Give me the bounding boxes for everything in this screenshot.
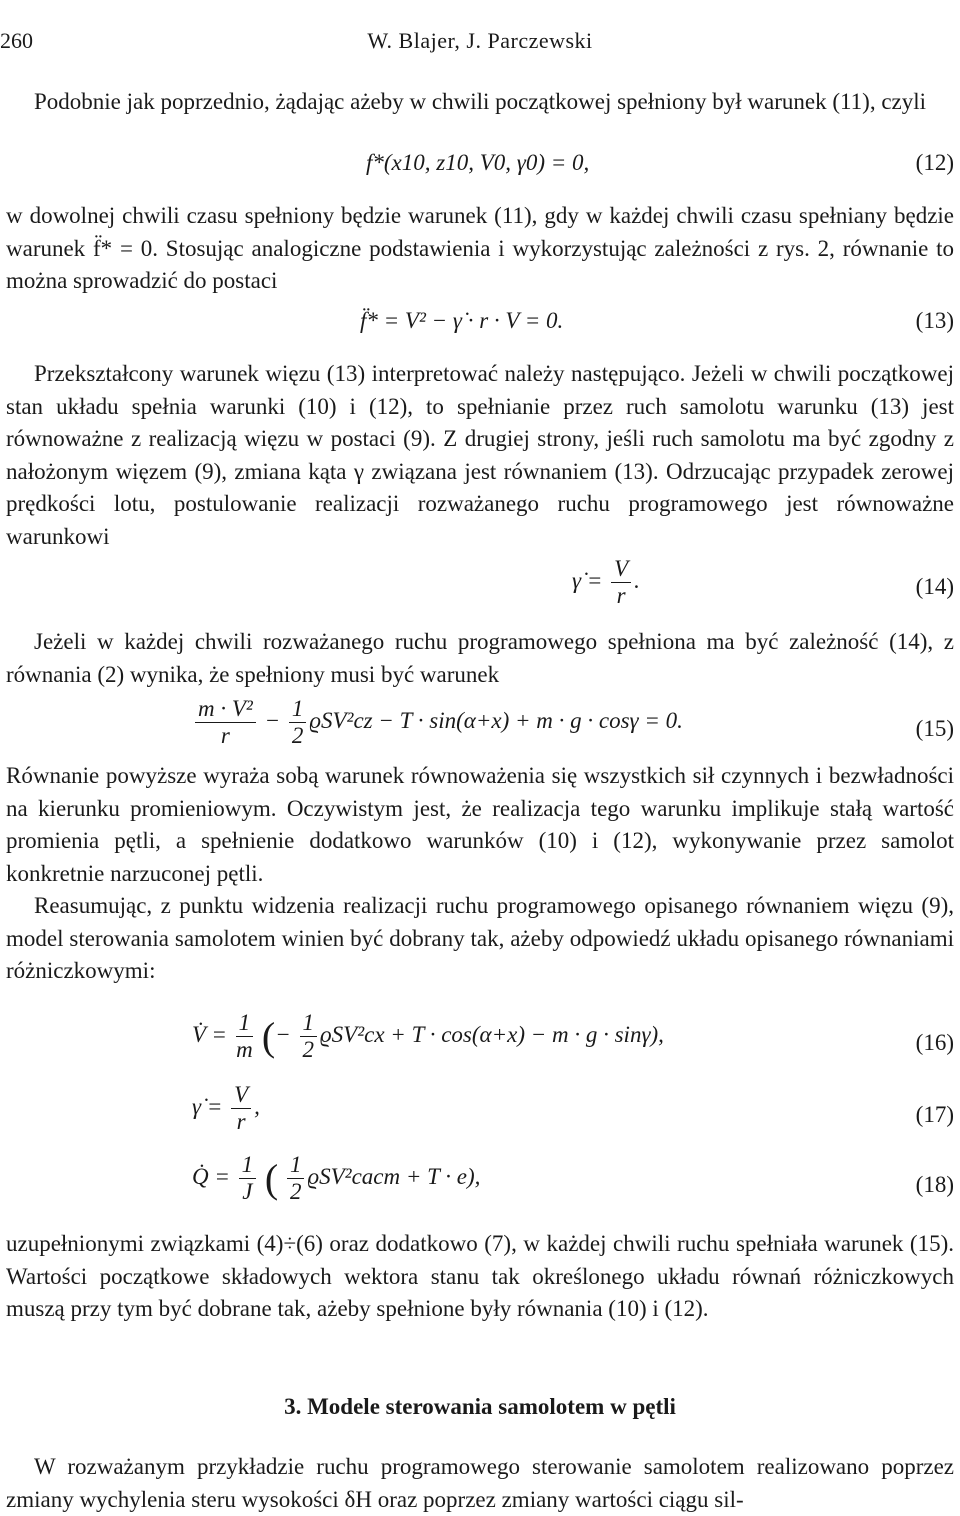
equation-16-half-numerator: 1 xyxy=(300,1010,318,1037)
equation-14-denominator: r xyxy=(616,583,626,608)
equation-15-fraction-half xyxy=(289,696,307,749)
paragraph-1 xyxy=(6,86,954,119)
equation-18-inner: ϱSV²cacm + T · e), xyxy=(307,1163,481,1189)
equation-14-lhs: γ̇ = xyxy=(572,567,603,593)
equation-17-lhs: γ̇ = xyxy=(192,1093,223,1119)
paragraph-3-text: Przekształcony warunek więzu (13) interpretować należy następująco. Jeżeli w chwili początkowej stan układu spełnia warunki (10) i (12), to spełnianie przez ruch samolotu warunku (13) jest równoważne z realizacją więzu w postaci (9). Z drugiej strony, jeśli ruch samolotu ma być zgodny z nałożonym więzem (9), zmiana kąta γ związana jest równaniem (13). Odrzucając przypadek zerowej prędkości lotu, postulowanie realizacji rozważanego ruchu programowego jest równoważne warunkowi xyxy=(6,361,954,549)
equation-15-numerator: m · V² xyxy=(195,696,256,723)
equation-14-fraction xyxy=(611,556,631,609)
equation-18-lhs: Q̇ = xyxy=(192,1163,230,1189)
paragraph-1-text: Podobnie jak poprzednio, żądając ażeby w chwili początkowej spełniony był warunek (11), czyli xyxy=(34,89,927,114)
equation-16-fraction xyxy=(236,1010,254,1063)
equation-14-numerator: V xyxy=(611,556,631,583)
paragraph-4-text: Jeżeli w każdej chwili rozważanego ruchu programowego spełniona ma być zależność (14), z równania (2) wynika, że spełniony musi być warunek xyxy=(6,629,954,687)
paragraph-7-text: uzupełnionymi związkami (4)÷(6) oraz dodatkowo (7), w każdej chwili ruchu spełniała warunek (15). Wartości początkowe składowych wektora stanu tak określonego układu równań różniczkowych muszą przy tym być dobrane tak, ażeby spełnione były równania (10) i (12). xyxy=(6,1231,954,1322)
paragraph-8-text: W rozważanym przykładzie ruchu programowego sterowanie samolotem realizowano poprzez zmiany wychylenia steru wysokości δH oraz poprzez zmiany wartości ciągu sil- xyxy=(6,1454,954,1512)
equation-18-half-denominator: 2 xyxy=(289,1179,302,1204)
equation-17-number: (17) xyxy=(915,1102,954,1127)
equation-15-half-numerator: 1 xyxy=(289,696,307,723)
equation-17-fraction xyxy=(231,1082,251,1135)
equation-16-numerator: 1 xyxy=(236,1010,254,1037)
equation-12-body: f*(x10, z10, V0, γ0) = 0, xyxy=(366,150,590,175)
equation-16-body: V̇ = $\frac{1}{m}$ (− $\frac{1}{2}$ ϱSV²cx + T · cos(α+x) − m · g · sinγ), xyxy=(192,1010,664,1062)
equation-18-fraction-half xyxy=(287,1152,305,1205)
equation-15-denominator: r xyxy=(220,723,230,748)
equation-17-denominator: r xyxy=(236,1109,246,1134)
paragraph-6 xyxy=(6,890,954,988)
equation-16-half-denominator: 2 xyxy=(302,1037,315,1062)
equation-17-numerator: V xyxy=(231,1082,251,1109)
paragraph-2-text: w dowolnej chwili czasu spełniony będzie warunek (11), gdy w każdej chwili czasu spełniany będzie warunek f̈* = 0. Stosując analogiczne podstawienia i wykorzystując zależności z rys. 2, równanie to można sprowadzić do postaci xyxy=(6,203,954,294)
equation-18-open-paren: ( xyxy=(264,1156,279,1201)
page-number: 260 xyxy=(0,28,33,53)
equation-16-inner: ϱSV²cx + T · cos(α+x) − m · g · sinγ), xyxy=(320,1021,664,1047)
paragraph-8 xyxy=(6,1450,954,1516)
paragraph-5-text: Równanie powyższe wyraża sobą warunek równoważenia się wszystkich sił czynnych i bezwładności na kierunku promieniowym. Oczywistym jest, że realizacja tego warunku implikuje stałą wartość promienia pętli, a spełnienie dodatkowo warunków (10) i (12), wykonywanie przez samolot konkretnie narzuconej pętli. xyxy=(6,763,954,886)
equation-16-denominator: m xyxy=(236,1037,253,1062)
equation-15-fraction-mv xyxy=(195,696,256,749)
page-header xyxy=(0,28,960,58)
paragraph-3 xyxy=(6,358,954,554)
equation-15-half-denominator: 2 xyxy=(291,723,304,748)
equation-18-numerator: 1 xyxy=(239,1152,257,1179)
paragraph-6-text: Reasumując, z punktu widzenia realizacji ruchu programowego opisanego równaniem więzu (9), model sterowania samolotem winien być dobrany tak, ażeby odpowiedź układu opisanego równaniami różniczkowymi: xyxy=(6,893,954,984)
paragraph-4 xyxy=(6,626,954,691)
equation-14-tail: . xyxy=(634,567,640,593)
equation-16 xyxy=(6,1008,954,1078)
paragraph-7 xyxy=(6,1228,954,1326)
equation-14-body xyxy=(572,556,640,609)
equation-13-number: (13) xyxy=(915,308,954,333)
equation-18-denominator: J xyxy=(242,1179,253,1204)
equation-17-tail: , xyxy=(254,1093,260,1119)
equation-18-body xyxy=(192,1152,480,1205)
equation-16-fraction-half xyxy=(300,1010,318,1063)
running-head-authors: W. Blajer, J. Parczewski xyxy=(367,28,593,53)
equation-18-half-numerator: 1 xyxy=(287,1152,305,1179)
equation-17 xyxy=(6,1080,954,1150)
paragraph-2 xyxy=(6,200,954,298)
equation-14-number: (14) xyxy=(915,574,954,599)
equation-15-tail: ϱSV²cz − T · sin(α+x) + m · g · cosγ = 0. xyxy=(309,707,683,733)
equation-13-body: f̈* = V² − γ̇ · r · V = 0. xyxy=(360,308,564,333)
equation-15-number: (15) xyxy=(915,716,954,741)
paragraph-5 xyxy=(6,760,954,890)
equation-15 xyxy=(6,694,954,764)
equation-16-number: (16) xyxy=(915,1030,954,1055)
equation-16-lhs: V̇ = xyxy=(192,1021,227,1047)
equation-18-number: (18) xyxy=(915,1172,954,1197)
equation-18 xyxy=(6,1150,954,1220)
equation-14 xyxy=(6,552,954,622)
section-heading: 3. Modele sterowania samolotem w pętli xyxy=(284,1394,676,1419)
equation-16-open-paren: ( xyxy=(261,1014,276,1059)
equation-13 xyxy=(6,302,954,342)
equation-12 xyxy=(6,144,954,184)
equation-12-number: (12) xyxy=(915,150,954,175)
equation-15-body: $\frac{\text{m · V²}}{r}$ − $\frac{1}{2}$ ϱSV²cz − T · sin(α+x) + m · g · cosγ = 0. xyxy=(192,696,683,749)
equation-18-fraction xyxy=(239,1152,257,1205)
equation-17-body xyxy=(192,1082,260,1135)
